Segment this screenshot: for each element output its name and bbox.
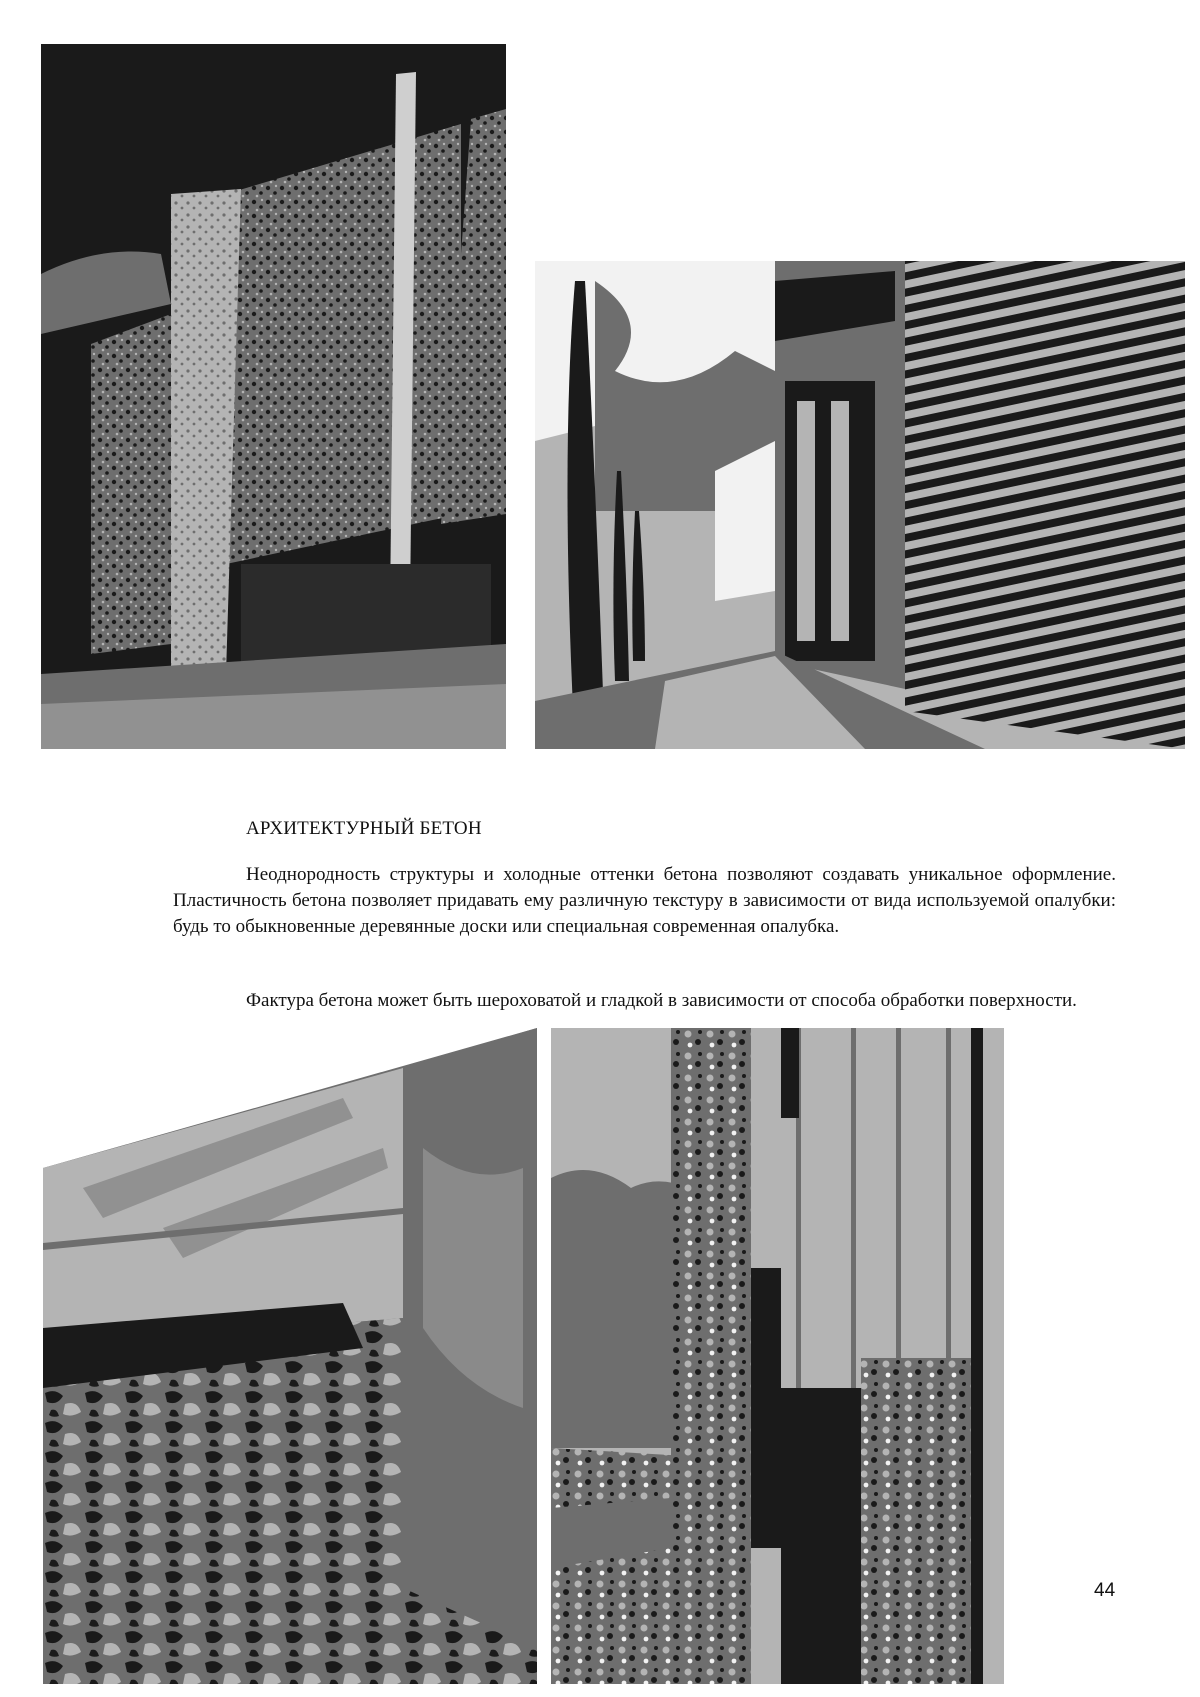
paragraph-1: Неоднородность структуры и холодные оттенки бетона позволяют создавать уникальное оформление. Пластичность бетона позволяет придавать ему различную текстуру в зависимости от вида используемой опалубки: будь то обыкновенные деревянные доски или специальная современная опалубка. — [173, 864, 1116, 937]
section-heading: АРХИТЕКТУРНЫЙ БЕТОН — [246, 818, 482, 839]
photo-ribbed-facade-cypress — [535, 261, 1185, 749]
photo-smooth-concrete-wall — [43, 1028, 537, 1684]
page-number: 44 — [1094, 1580, 1116, 1601]
photo-concrete-panels-column — [41, 44, 506, 749]
paragraph-2: Фактура бетона может быть шероховатой и гладкой в зависимости от способа обработки поверхности. — [246, 990, 1077, 1011]
photo-board-formed-concrete-stone — [551, 1028, 1004, 1684]
